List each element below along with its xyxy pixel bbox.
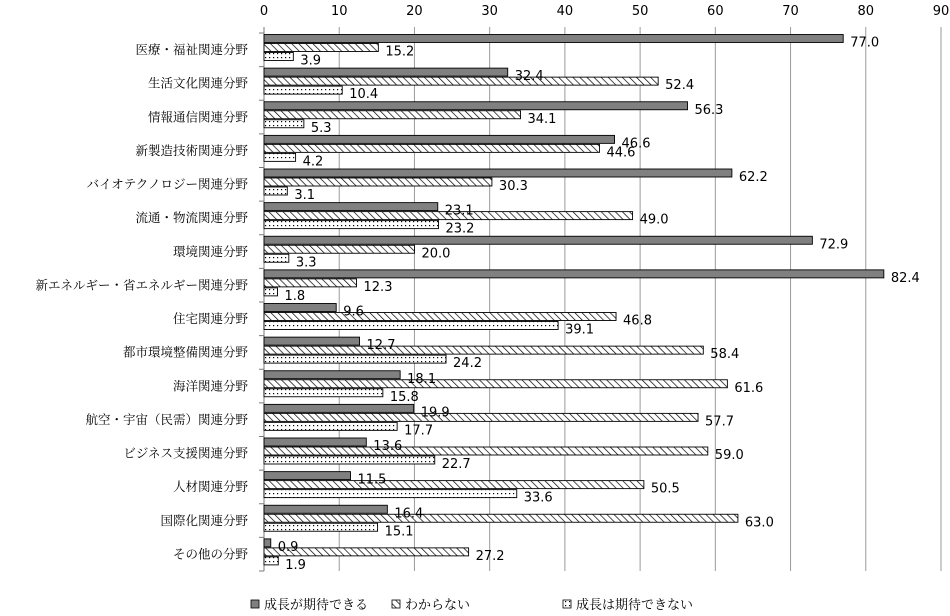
data-label: 56.3: [694, 102, 724, 118]
data-label: 12.3: [363, 279, 393, 295]
category-label: 海洋関連分野: [172, 378, 248, 394]
bar-not-expected: [264, 86, 342, 94]
x-axis-ticks: [260, 4, 949, 19]
x-tick-label: 50: [631, 4, 649, 19]
bar-unknown: [264, 346, 703, 354]
data-label: 24.2: [453, 356, 482, 372]
data-label: 11.5: [357, 472, 387, 488]
category-label: 住宅関連分野: [172, 311, 248, 326]
data-label: 16.4: [394, 506, 424, 522]
category-label: 新製造技術関連分野: [135, 142, 248, 158]
category-label: 環境関連分野: [172, 243, 248, 259]
bar-expected: [264, 68, 508, 76]
bar-not-expected: [264, 322, 558, 330]
category-label: 航空・宇宙（民需）関連分野: [85, 411, 248, 427]
data-label: 3.1: [294, 188, 316, 203]
x-tick-label: 30: [481, 4, 498, 19]
bar-unknown: [264, 380, 727, 388]
bar-not-expected: [264, 120, 304, 128]
bar-not-expected: [264, 288, 278, 296]
data-label: 15.8: [389, 389, 419, 405]
bar-expected: [264, 539, 271, 547]
data-label: 32.4: [514, 69, 544, 85]
bar-expected: [264, 236, 812, 244]
data-label: 12.7: [366, 338, 396, 354]
bar-expected: [264, 404, 414, 412]
category-label: 生活文化関連分野: [147, 75, 248, 91]
legend-label: 成長は期待できない: [576, 598, 694, 613]
legend-label: わからない: [405, 598, 471, 613]
data-label: 46.6: [621, 136, 651, 152]
data-label: 58.4: [710, 347, 740, 363]
bar-unknown: [264, 279, 357, 287]
category-labels: [35, 42, 248, 561]
legend-dot-swatch-icon: [563, 600, 571, 608]
bar-not-expected: [264, 389, 383, 397]
bar-not-expected: [264, 557, 278, 565]
legend-solid-swatch-icon: [251, 600, 259, 608]
bar-expected: [264, 270, 884, 278]
data-label: 1.8: [284, 288, 306, 304]
data-label: 57.7: [705, 414, 734, 430]
x-tick-label: 60: [707, 4, 724, 19]
bar-unknown: [264, 144, 599, 152]
category-label: 国際化関連分野: [160, 512, 248, 528]
data-label: 52.4: [665, 78, 695, 94]
bar-expected: [264, 203, 438, 211]
x-tick-label: 70: [782, 4, 799, 19]
bar-not-expected: [264, 422, 397, 430]
bar-unknown: [264, 413, 698, 421]
legend-label: 成長が期待できる: [264, 598, 369, 613]
category-label: その他の分野: [172, 546, 248, 562]
data-label: 5.3: [310, 120, 332, 136]
data-label: 30.3: [498, 179, 528, 194]
bar-expected: [264, 169, 732, 177]
bar-not-expected: [264, 221, 439, 229]
category-label: 都市環境整備関連分野: [122, 344, 248, 360]
bar-expected: [264, 135, 615, 143]
bar-unknown: [264, 481, 644, 489]
data-label: 46.8: [623, 313, 652, 329]
data-label: 19.9: [420, 405, 450, 421]
legend-hatch-swatch-icon: [392, 600, 400, 608]
bar-not-expected: [264, 187, 287, 195]
bar-unknown: [264, 111, 521, 119]
data-label: 33.6: [523, 490, 553, 506]
data-label: 63.0: [744, 515, 774, 531]
data-label: 18.1: [407, 371, 437, 387]
bar-not-expected: [264, 254, 289, 262]
data-label: 13.6: [373, 439, 403, 454]
data-label: 27.2: [475, 548, 505, 564]
data-label: 50.5: [650, 481, 680, 497]
data-label: 61.6: [734, 380, 764, 396]
data-label: 9.6: [343, 304, 364, 320]
bar-unknown: [264, 44, 378, 52]
legend: [251, 597, 693, 613]
bar-unknown: [264, 313, 616, 321]
data-label: 0.9: [277, 539, 299, 555]
data-label: 15.1: [384, 524, 414, 540]
bar-not-expected: [264, 153, 296, 161]
data-label: 4.2: [302, 154, 324, 170]
bar-unknown: [264, 245, 414, 253]
category-label: 流通・物流関連分野: [135, 210, 248, 226]
x-tick-label: 90: [932, 4, 950, 19]
category-label: 情報通信関連分野: [147, 109, 248, 125]
bar-unknown: [264, 77, 658, 85]
bar-not-expected: [264, 523, 378, 531]
bar-expected: [264, 438, 366, 446]
x-tick-label: 40: [556, 4, 574, 19]
category-label: バイオテクノロジー関連分野: [86, 176, 248, 192]
x-tick-label: 20: [406, 4, 423, 19]
bar-expected: [264, 505, 387, 513]
category-label: ビジネス支援関連分野: [123, 445, 248, 461]
data-label: 72.9: [819, 237, 849, 253]
data-label: 44.6: [606, 145, 636, 161]
bar-unknown: [264, 178, 492, 186]
data-label: 62.2: [738, 170, 768, 185]
data-label: 17.7: [404, 423, 434, 439]
bar-expected: [264, 337, 360, 345]
data-label: 49.0: [639, 212, 669, 228]
bar-unknown: [264, 447, 708, 455]
bar-unknown: [264, 514, 738, 522]
data-label: 23.2: [445, 221, 475, 237]
data-label: 22.7: [441, 457, 471, 472]
data-label: 10.4: [349, 87, 379, 103]
category-label: 人材関連分野: [172, 479, 248, 495]
bar-not-expected: [264, 355, 446, 363]
data-label: 34.1: [527, 111, 557, 127]
data-label: 3.9: [300, 53, 322, 69]
category-label: 新エネルギー・省エネルギー関連分野: [35, 277, 248, 293]
data-label: 59.0: [714, 448, 744, 463]
bar-expected: [264, 304, 336, 312]
data-label: 77.0: [850, 35, 880, 51]
data-label: 39.1: [565, 322, 595, 338]
category-label: 医療・福祉関連分野: [135, 42, 248, 57]
bar-expected: [264, 35, 843, 43]
bar-expected: [264, 472, 351, 480]
bar-expected: [264, 102, 688, 110]
data-label: 15.2: [385, 44, 415, 60]
bar-not-expected: [264, 456, 435, 464]
x-tick-label: 0: [259, 4, 269, 19]
bar-expected: [264, 371, 400, 379]
data-label: 82.4: [890, 270, 920, 286]
x-tick-label: 80: [857, 4, 875, 19]
data-label: 3.3: [295, 255, 317, 271]
x-tick-label: 10: [330, 4, 348, 19]
data-label: 20.0: [421, 246, 451, 262]
bar-not-expected: [264, 490, 517, 498]
bar-not-expected: [264, 53, 293, 61]
data-label: 23.1: [444, 203, 474, 219]
data-label: 1.9: [285, 557, 306, 573]
